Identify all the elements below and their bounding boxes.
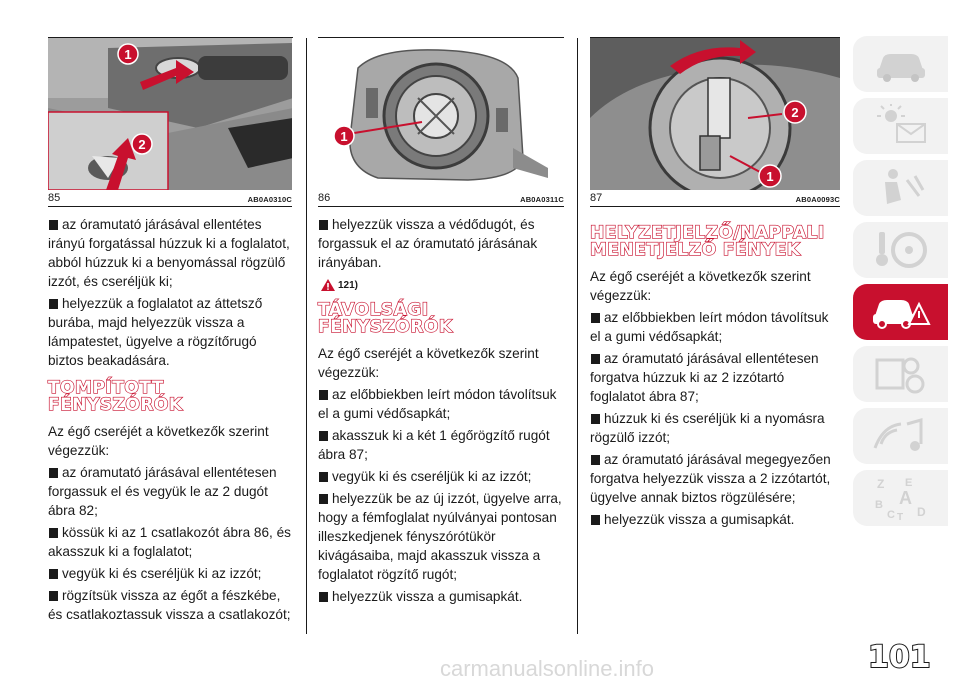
figure-code: AB0A0311C (520, 195, 564, 204)
callout-1: 1 (766, 169, 774, 184)
page-number: 101 (868, 640, 931, 675)
bullet-box-icon (319, 390, 328, 400)
bullet-box-icon (49, 299, 58, 309)
bullet-box-icon (591, 455, 600, 465)
svg-text:B: B (874, 499, 883, 511)
section-heading: TÁVOLSÁGI FÉNYSZÓRÓK (318, 300, 453, 337)
index-letters-icon (869, 474, 933, 522)
tab-warning-lights[interactable] (853, 98, 948, 154)
list-item: helyezzük vissza a gumisapkát. (318, 587, 564, 606)
figure-87-illustration (590, 38, 840, 190)
column-divider (306, 38, 307, 634)
callout-2: 2 (791, 105, 799, 120)
chapter-sidebar (853, 36, 948, 532)
bullet-box-icon (49, 569, 58, 579)
list-item: vegyük ki és cseréljük ki az izzót; (48, 564, 292, 583)
list-item: az óramutató járásával ellentétesen forgassuk el és vegyük le az 2 dugót ábra 82; (48, 465, 277, 518)
maintenance-gears-icon (871, 352, 931, 396)
figure-caption (590, 190, 840, 207)
section-heading: HELYZETJELZŐ/NAPPALI MENETJELZŐ FÉNYEK (590, 223, 825, 260)
svg-text:T: T (896, 512, 903, 522)
bullet-box-icon (591, 414, 600, 424)
column-1 (48, 38, 292, 627)
figure-85 (48, 38, 292, 190)
list-item: helyezzük vissza a védődugót, és forgassuk el az óramutató járásának irányában. (318, 217, 538, 270)
list-item: az óramutató járásával ellentétesen forgatva húzzuk ki az 2 izzótartó foglalatot ábra 87; (590, 351, 819, 404)
figure-code: AB0A0310C (247, 195, 292, 204)
tab-safety[interactable] (853, 160, 948, 216)
list-item: kössük ki az 1 csatlakozót ábra 86, és akasszuk ki a foglalatot; (48, 525, 291, 559)
tab-index[interactable] (853, 470, 948, 526)
list-item: az előbbiekben leírt módon távolítsuk el a gumi védősapkát; (318, 387, 557, 421)
warning-triangle-icon (320, 278, 336, 292)
column-3 (590, 38, 840, 532)
bullet-box-icon (49, 468, 58, 478)
section-intro: Az égő cseréjét a következők szerint végezzük: (318, 346, 539, 380)
list-item: az előbbiekben leírt módon távolítsuk el a gumi védősapkát; (590, 310, 829, 344)
bullet-box-icon (319, 431, 328, 441)
bullet-box-icon (319, 472, 328, 482)
figure-87 (590, 38, 840, 190)
tab-emergency[interactable] (853, 284, 948, 340)
figure-86-illustration (318, 38, 564, 190)
list-item: vegyük ki és cseréljük ki az izzót; (318, 467, 564, 486)
tab-maintenance[interactable] (853, 346, 948, 402)
car-dashboard-icon (871, 44, 931, 84)
list-item: húzzuk ki és cseréljük ki a nyomásra rögzülő izzót; (590, 411, 825, 445)
warning-lights-icon (871, 104, 931, 148)
figure-number: 86 (318, 192, 331, 204)
list-item: helyezzük vissza a gumisapkát. (590, 510, 840, 529)
svg-text:D: D (916, 505, 926, 519)
tab-starting-driving[interactable] (853, 222, 948, 278)
bullet-box-icon (319, 592, 328, 602)
section-intro: Az égő cseréjét a következők szerint végezzük: (48, 424, 269, 458)
figure-85-illustration (48, 38, 292, 190)
list-item: helyezzük be az új izzót, ügyelve arra, hogy a fémfoglalat nyúlványai pontosan illeszkedjenek fényszórótükör kivágásaiba, majd akasszuk vissza a foglalatot rögzítő rugót; (318, 491, 562, 582)
section-intro: Az égő cseréjét a következők szerint végezzük: (590, 269, 811, 303)
bullet-box-icon (319, 494, 328, 504)
list-item: az óramutató járásával megegyezően forgatva helyezzük vissza a 2 izzótartót, ügyelve annak biztos rögzülésére; (590, 452, 831, 505)
starting-driving-icon (871, 228, 931, 272)
svg-text:A: A (898, 488, 912, 508)
multimedia-icon (871, 414, 931, 458)
column-2 (318, 38, 564, 609)
figure-number: 85 (48, 192, 61, 204)
section-heading: TOMPÍTOTT FÉNYSZÓRÓK (48, 378, 183, 415)
bullet-box-icon (49, 528, 58, 538)
svg-text:C: C (886, 509, 895, 521)
bullet-box-icon (591, 313, 600, 323)
figure-caption (48, 190, 292, 207)
figure-caption (318, 190, 564, 207)
figure-86 (318, 38, 564, 190)
column-divider (577, 38, 578, 634)
list-item: rögzítsük vissza az égőt a fészkébe, és csatlakoztassuk vissza a csatlakozót; (48, 588, 291, 622)
figure-code: AB0A0093C (795, 195, 840, 204)
seat-safety-icon (871, 166, 931, 210)
list-item: az óramutató járásával ellentétes irányú forgatással húzzuk ki a foglalatot, abból húzzuk ki a benyomással rögzülő izzót, és cseréljük ki; (48, 217, 290, 289)
tab-dashboard[interactable] (853, 36, 948, 92)
bullet-box-icon (49, 220, 58, 230)
callout-2: 2 (138, 137, 146, 152)
list-item: akasszuk ki a két 1 égőrögzítő rugót ábra 87; (318, 428, 550, 462)
warning-reference: 121) (320, 278, 564, 292)
emergency-car-icon (869, 290, 933, 334)
bullet-box-icon (49, 591, 58, 601)
bullet-box-icon (319, 220, 328, 230)
tab-multimedia[interactable] (853, 408, 948, 464)
watermark: carmanualsonline.info (440, 656, 655, 681)
list-item: helyezzük a foglalatot az áttetsző burába, majd helyezzük vissza a lámpatestet, ügyelve a rögzítőrugó biztos beakadására. (48, 296, 263, 368)
bullet-box-icon (591, 354, 600, 364)
svg-text:E: E (904, 477, 912, 489)
bullet-box-icon (591, 515, 600, 525)
callout-1: 1 (340, 129, 348, 144)
callout-1: 1 (124, 47, 132, 62)
svg-text:Z: Z (876, 477, 884, 491)
figure-number: 87 (590, 192, 603, 204)
